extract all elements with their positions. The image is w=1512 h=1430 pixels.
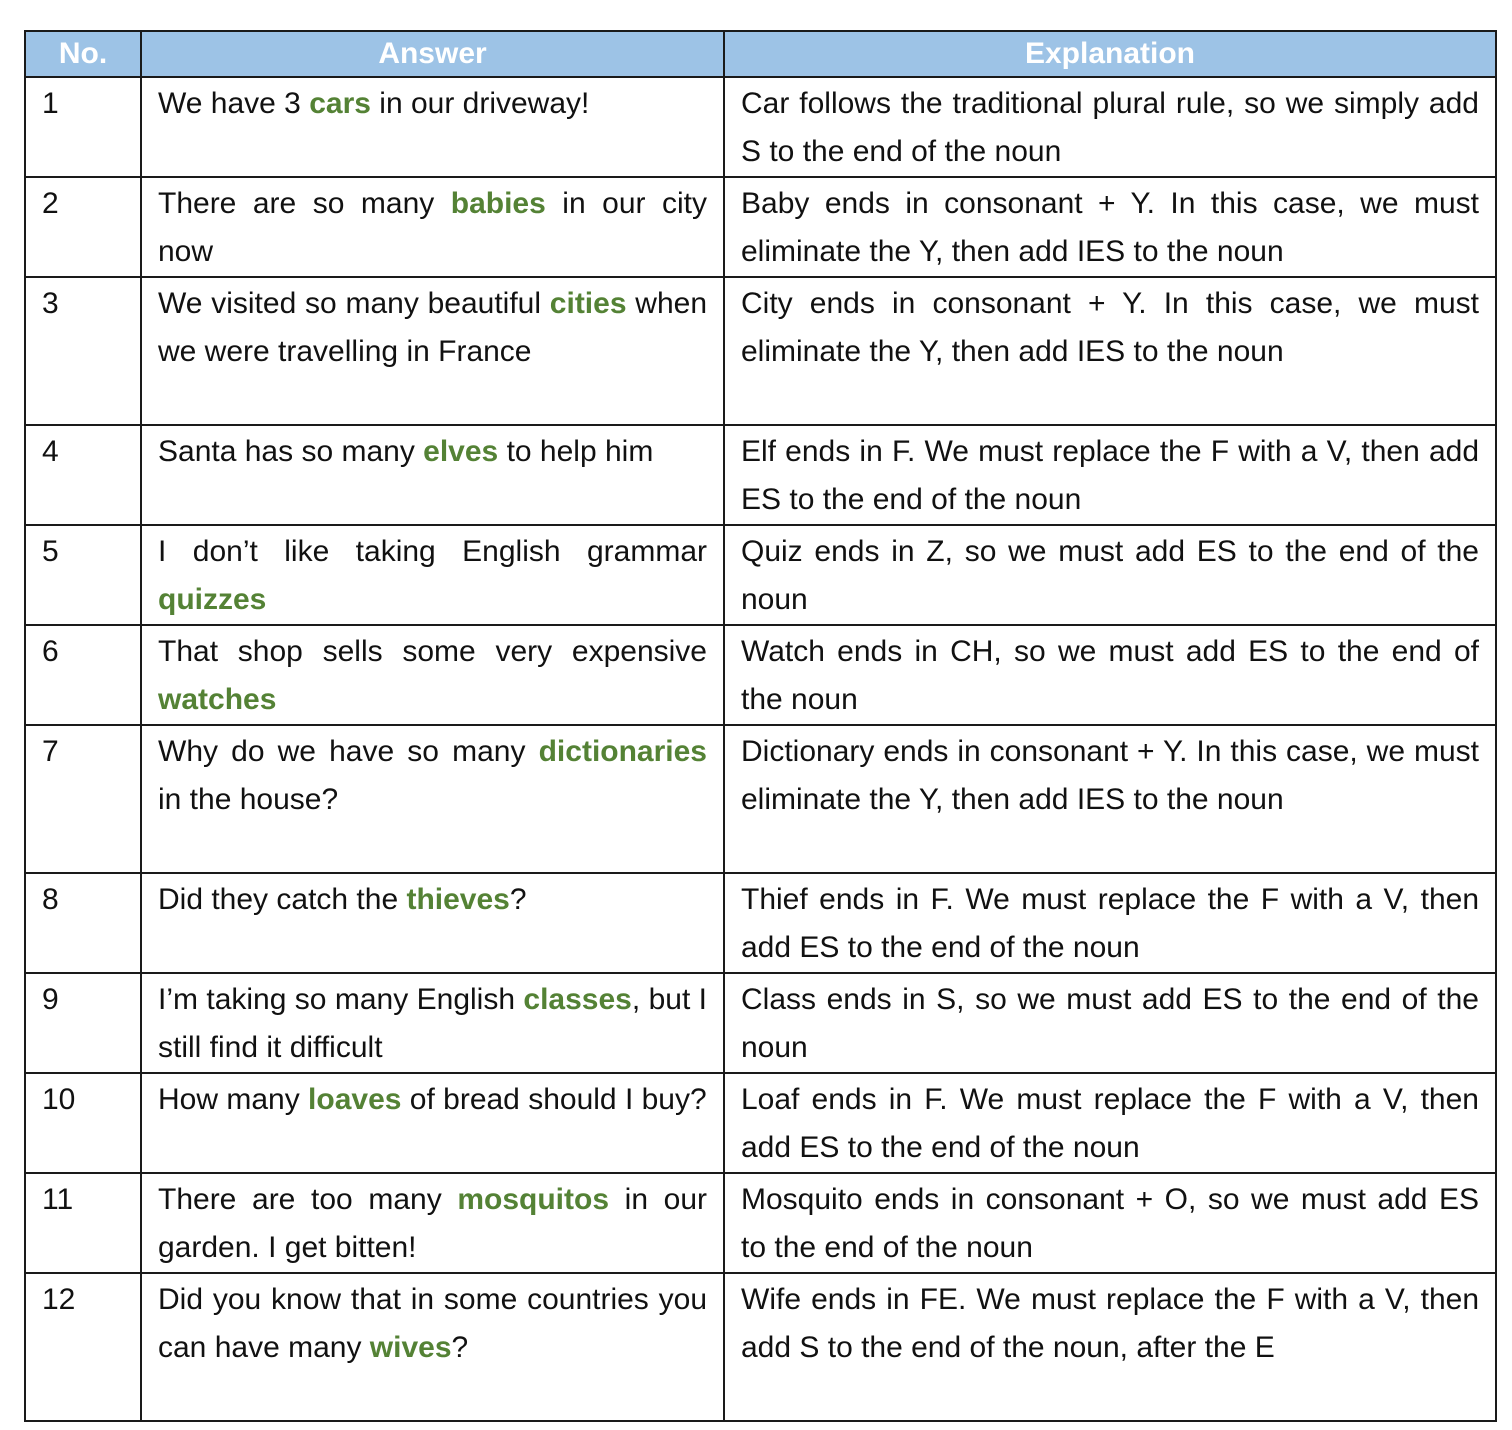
answer-cell bbox=[141, 277, 724, 425]
plural-word: wives bbox=[369, 1331, 452, 1364]
answer-text: We visited so many beautiful bbox=[158, 287, 550, 320]
explanation-cell: City ends in consonant + Y. In this case, we must eliminate the Y, then add IES to the noun bbox=[724, 277, 1496, 425]
table-row bbox=[25, 277, 1496, 425]
answer-text: Did they catch the bbox=[158, 883, 407, 916]
plural-word: elves bbox=[423, 435, 499, 468]
table-row bbox=[25, 873, 1496, 973]
plural-word: babies bbox=[450, 187, 546, 220]
table-row bbox=[25, 725, 1496, 873]
answer-text: Why do we have so many bbox=[158, 735, 539, 768]
answer-text: How many bbox=[158, 1083, 309, 1116]
header-no: No. bbox=[25, 31, 141, 77]
explanation-cell: Thief ends in F. We must replace the F with a V, then add ES to the end of the noun bbox=[724, 873, 1496, 973]
answer-text: in the house? bbox=[158, 783, 339, 816]
table-row bbox=[25, 177, 1496, 277]
table-body bbox=[25, 77, 1496, 1421]
header-row bbox=[25, 31, 1496, 77]
plural-word: watches bbox=[158, 683, 277, 716]
header-explanation: Explanation bbox=[724, 31, 1496, 77]
answer-cell bbox=[141, 1273, 724, 1421]
row-number: 1 bbox=[25, 77, 141, 177]
explanation-cell: Elf ends in F. We must replace the F with a V, then add ES to the end of the noun bbox=[724, 425, 1496, 525]
row-number: 11 bbox=[25, 1173, 141, 1273]
row-number: 7 bbox=[25, 725, 141, 873]
explanation-cell: Loaf ends in F. We must replace the F with a V, then add ES to the end of the noun bbox=[724, 1073, 1496, 1173]
explanation-cell: Watch ends in CH, so we must add ES to the end of the noun bbox=[724, 625, 1496, 725]
answer-text: in our city now bbox=[158, 187, 707, 268]
answer-text: in our garden. I get bitten! bbox=[158, 1183, 707, 1264]
answer-cell bbox=[141, 525, 724, 625]
row-number: 4 bbox=[25, 425, 141, 525]
plural-word: quizzes bbox=[158, 583, 267, 616]
table-row bbox=[25, 77, 1496, 177]
row-number: 12 bbox=[25, 1273, 141, 1421]
plural-word: cars bbox=[309, 87, 371, 120]
answer-cell bbox=[141, 973, 724, 1073]
explanation-cell: Car follows the traditional plural rule, so we simply add S to the end of the noun bbox=[724, 77, 1496, 177]
plural-word: dictionaries bbox=[538, 735, 707, 768]
answer-text: Did you know that in some countries you can have many bbox=[158, 1283, 707, 1364]
answer-text: There are too many bbox=[158, 1183, 458, 1216]
explanation-cell: Mosquito ends in consonant + O, so we must add ES to the end of the noun bbox=[724, 1173, 1496, 1273]
row-number: 9 bbox=[25, 973, 141, 1073]
answer-text: There are so many bbox=[158, 187, 451, 220]
plural-word: thieves bbox=[406, 883, 510, 916]
table-row bbox=[25, 625, 1496, 725]
answer-text: That shop sells some very expensive bbox=[158, 635, 707, 668]
row-number: 3 bbox=[25, 277, 141, 425]
row-number: 8 bbox=[25, 873, 141, 973]
answer-cell bbox=[141, 1173, 724, 1273]
plural-word: mosquitos bbox=[457, 1183, 610, 1216]
row-number: 10 bbox=[25, 1073, 141, 1173]
answer-cell bbox=[141, 625, 724, 725]
answer-cell bbox=[141, 425, 724, 525]
answer-text: of bread should I buy? bbox=[401, 1083, 707, 1116]
explanation-cell: Quiz ends in Z, so we must add ES to the end of the noun bbox=[724, 525, 1496, 625]
answer-text: to help him bbox=[498, 435, 654, 468]
table-row bbox=[25, 1273, 1496, 1421]
answer-cell bbox=[141, 177, 724, 277]
table-row bbox=[25, 973, 1496, 1073]
answer-cell bbox=[141, 725, 724, 873]
row-number: 6 bbox=[25, 625, 141, 725]
explanation-cell: Wife ends in FE. We must replace the F with a V, then add S to the end of the noun, after the E bbox=[724, 1273, 1496, 1421]
explanation-cell: Baby ends in consonant + Y. In this case, we must eliminate the Y, then add IES to the noun bbox=[724, 177, 1496, 277]
answer-text: I’m taking so many English bbox=[158, 983, 524, 1016]
plural-word: cities bbox=[549, 287, 627, 320]
answer-text: ? bbox=[451, 1331, 469, 1364]
answer-text: in our driveway! bbox=[370, 87, 590, 120]
header-answer: Answer bbox=[141, 31, 724, 77]
answer-cell bbox=[141, 873, 724, 973]
table-row bbox=[25, 1173, 1496, 1273]
table-row bbox=[25, 1073, 1496, 1173]
answer-cell bbox=[141, 77, 724, 177]
answer-text: , but I still find it difficult bbox=[158, 983, 708, 1064]
answer-text: I don’t like taking English grammar bbox=[158, 535, 707, 568]
answer-text: when we were travelling in France bbox=[158, 287, 707, 368]
row-number: 2 bbox=[25, 177, 141, 277]
answer-text: Santa has so many bbox=[158, 435, 424, 468]
answer-text: We have 3 bbox=[158, 87, 310, 120]
plural-nouns-table bbox=[24, 30, 1497, 1422]
answer-text: ? bbox=[509, 883, 527, 916]
plural-word: loaves bbox=[308, 1083, 402, 1116]
explanation-cell: Class ends in S, so we must add ES to the end of the noun bbox=[724, 973, 1496, 1073]
table-row bbox=[25, 525, 1496, 625]
explanation-cell: Dictionary ends in consonant + Y. In this case, we must eliminate the Y, then add IES to the noun bbox=[724, 725, 1496, 873]
answer-cell bbox=[141, 1073, 724, 1173]
plural-word: classes bbox=[523, 983, 632, 1016]
row-number: 5 bbox=[25, 525, 141, 625]
table-row bbox=[25, 425, 1496, 525]
table-header bbox=[25, 31, 1496, 77]
